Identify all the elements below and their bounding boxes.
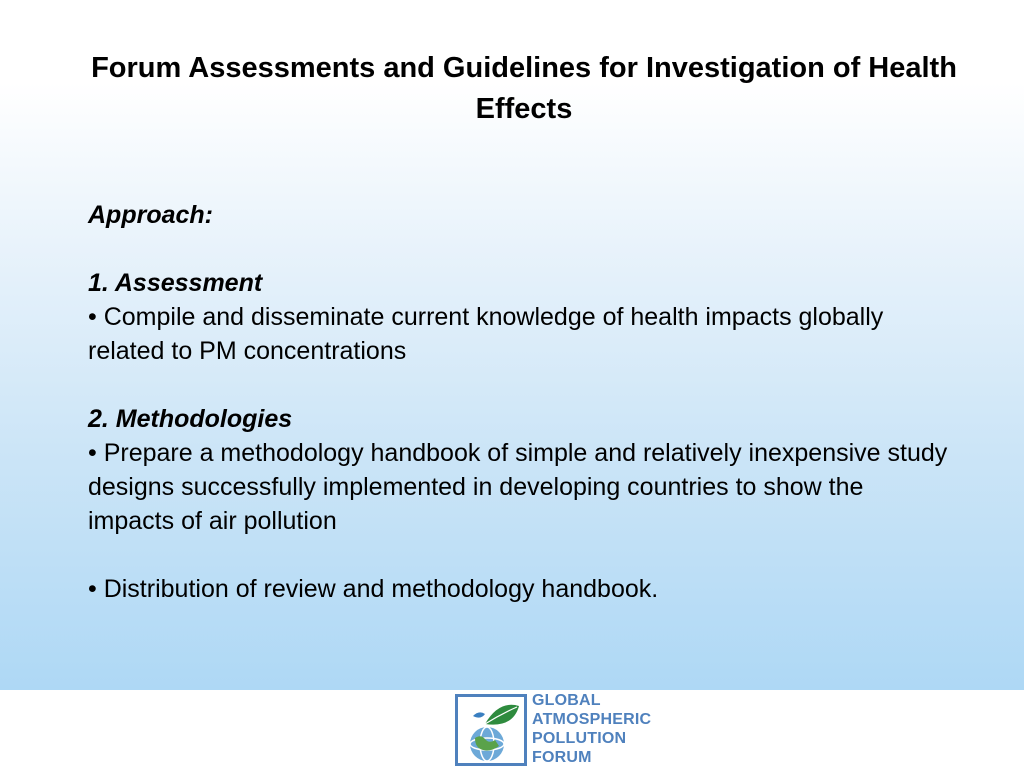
distribution-bullet: • Distribution of review and methodology handbook.	[88, 575, 659, 603]
slide-title: Forum Assessments and Guidelines for Investigation of Health Effects	[91, 52, 957, 125]
slide-body	[88, 198, 948, 606]
logo-line: POLLUTION	[532, 730, 627, 747]
assessment-heading: 1. Assessment	[88, 269, 263, 297]
globe-with-leaf-icon	[455, 694, 527, 766]
logo-line: FORUM	[532, 749, 592, 766]
assessment-bullet: • Compile and disseminate current knowledge of health impacts globally related to PM concentrations	[88, 303, 884, 365]
approach-heading: Approach:	[88, 201, 213, 229]
logo-line: ATMOSPHERIC	[532, 711, 652, 728]
methodologies-heading: 2. Methodologies	[88, 405, 293, 433]
spacer	[88, 538, 948, 572]
methodologies-bullet: • Prepare a methodology handbook of simple and relatively inexpensive study designs successfully implemented in developing countries to show the impacts of air pollution	[88, 439, 948, 535]
logo-text	[532, 691, 651, 767]
spacer	[88, 368, 948, 402]
spacer	[88, 232, 948, 266]
logo-line: GLOBAL	[532, 692, 601, 709]
